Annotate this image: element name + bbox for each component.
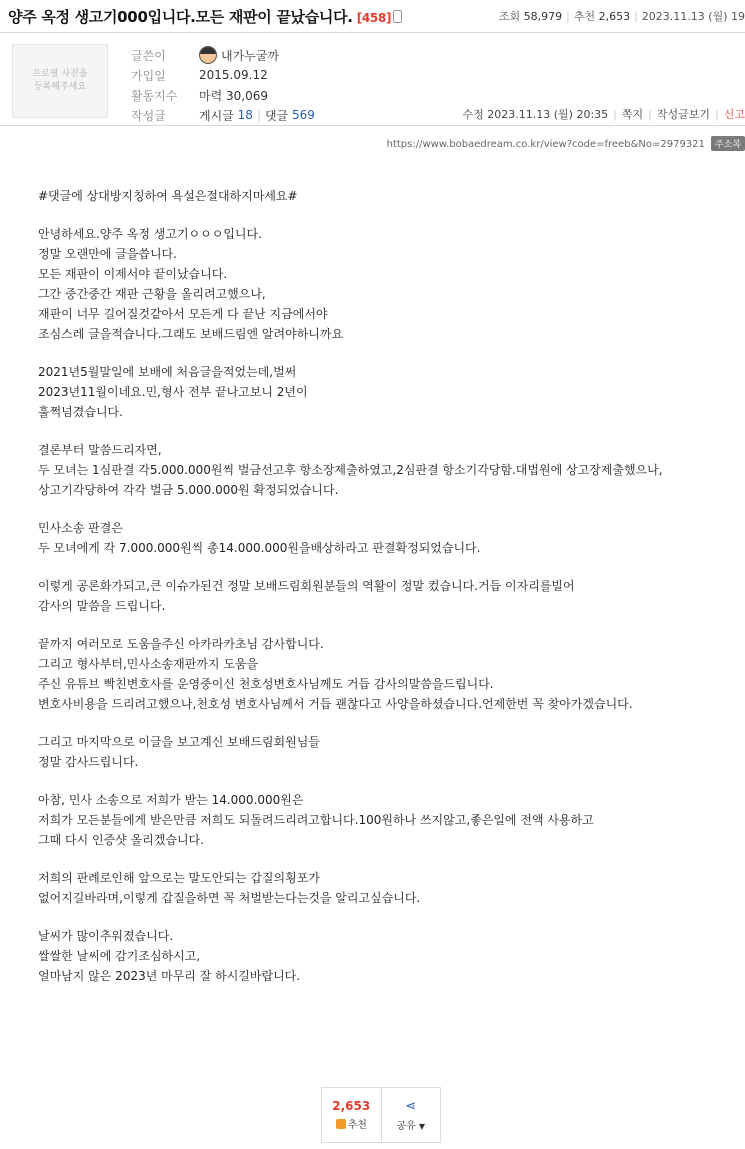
paragraph-gap [38, 772, 728, 790]
caret-down-icon: ▼ [418, 1121, 425, 1131]
thumbs-up-icon [336, 1119, 346, 1129]
content-line: 끝까지 여러모로 도움을주신 아카라카초님 감사합니다. [38, 637, 324, 651]
paragraph-gap [38, 344, 728, 362]
content-line: 결론부터 말씀드리자면, [38, 443, 162, 457]
views-count: 58,979 [523, 10, 563, 23]
content-line: 2021년5월말일에 보배에 처음글을적었는데,벌써 [38, 365, 297, 379]
content-line: 쌀쌀한 날씨에 감기조심하시고, [38, 949, 201, 963]
recommend-label: 추천 [573, 10, 596, 23]
activity-score: 마력 30,069 [199, 88, 268, 103]
content-line: 2023년11월이네요.민,형사 전부 끝나고보니 2년이 [38, 385, 308, 399]
content-line: 두 모녀에게 각 7.000.000원씩 총14.000.000원을배상하라고 판결확정되었습니다. [38, 541, 481, 555]
share-button-label: 공유 [396, 1120, 416, 1132]
paragraph-gap [38, 616, 728, 634]
post-title-text: 양주 옥정 생고기000입니다.모든 재판이 끝났습니다. [8, 8, 353, 26]
comment-count-link[interactable]: [458] [356, 11, 392, 25]
content-line: 주신 유튜브 빡친변호사를 운영중이신 천호성변호사님께도 거듭 감사의말씀을드립니다. [38, 677, 494, 691]
content-line: 그간 중간중간 재판 근황을 올리려고했으나, [38, 287, 266, 301]
edited-date: 수정 2023.11.13 (월) 20:35 [462, 108, 609, 121]
author-info: 글쓴이 내가누굴까 가입일 2015.09.12 활동지수 마력 30,069 작성글 게시글 18 | 댓글 569 [131, 45, 315, 125]
content-line: 상고기각당하여 각각 벌금 5.000.000원 확정되었습니다. [38, 483, 339, 497]
view-posts-link[interactable]: 작성글보기 [656, 108, 711, 121]
posts-text: 게시글 [199, 108, 234, 123]
content-line: 정말 오랜만에 글을씁니다. [38, 247, 177, 261]
recommend-button-count: 2,653 [332, 1099, 371, 1113]
copy-url-button[interactable]: 주소복 [711, 136, 745, 151]
post-url [387, 136, 745, 151]
post-header [0, 0, 745, 33]
paragraph-gap [38, 714, 728, 732]
content-line: 훌쩍넘겼습니다. [38, 405, 123, 419]
paragraph-gap [38, 558, 728, 576]
report-link[interactable]: 신고 [723, 108, 745, 121]
content-line: 감사의 말씀을 드립니다. [38, 599, 166, 613]
post-actions [321, 1087, 441, 1143]
posts-label: 작성글 [131, 108, 166, 123]
content-line: 변호사비용을 드리려고했으나,천호성 변호사님께서 거듭 괜찮다고 사양을하셨습니다.언제한번 꼭 찾아가겠습니다. [38, 697, 633, 711]
post-title [8, 6, 402, 27]
content-line: 그리고 형사부터,민사소송재판까지 도움을 [38, 657, 259, 671]
author-name[interactable]: 내가누굴까 [221, 48, 279, 63]
recommend-button-label: 추천 [347, 1120, 367, 1131]
content-line: 민사소송 판결은 [38, 521, 123, 535]
recommend-count: 2,653 [598, 10, 631, 23]
post-stats: 조회 58,979 | 추천 2,653 | 2023.11.13 (월) 19 [498, 10, 745, 23]
views-label: 조회 [498, 10, 521, 23]
paragraph-gap [38, 422, 728, 440]
paragraph-gap [38, 500, 728, 518]
content-line: 그리고 마지막으로 이글을 보고계신 보배드림회원님들 [38, 735, 320, 749]
content-line: 아참, 민사 소송으로 저희가 받는 14.000.000원은 [38, 793, 304, 807]
paragraph-gap [38, 206, 728, 224]
content-line: #댓글에 상대방지칭하여 욕설은절대하지마세요# [38, 189, 298, 203]
content-line: 얼마남지 않은 2023년 마무리 잘 하시길바랍니다. [38, 969, 301, 983]
content-line: 재판이 너무 길어질것같아서 모든게 다 끝난 지금에서야 [38, 307, 328, 321]
share-button[interactable] [381, 1088, 441, 1142]
content-line: 안녕하세요.양주 옥정 생고기ㅇㅇㅇ입니다. [38, 227, 262, 241]
posts-count-link[interactable]: 18 [237, 108, 253, 122]
author-label: 글쓴이 [131, 48, 166, 63]
content-line: 날씨가 많이추워졌습니다. [38, 929, 174, 943]
profile-photo-placeholder [12, 44, 108, 118]
content-line: 그때 다시 인증샷 올리겠습니다. [38, 833, 204, 847]
paragraph-gap [38, 850, 728, 868]
mobile-icon [393, 10, 402, 23]
content-line: 저희의 판례로인해 앞으로는 말도안되는 갑질의횡포가 [38, 871, 320, 885]
post-body [38, 186, 728, 986]
post-date: 2023.11.13 (월) 19 [641, 10, 745, 23]
photo-text-2: 등록해주세요 [33, 82, 87, 92]
content-line: 두 모녀는 1심판결 각5.000.000원씩 벌금선고후 항소장제출하였고,2심판결 항소기각당함.대법원에 상고장제출했으나, [38, 463, 663, 477]
recommend-button[interactable] [322, 1088, 381, 1142]
avatar [199, 46, 217, 64]
joined-label: 가입일 [131, 68, 166, 83]
url-text: https://www.bobaedream.co.kr/view?code=freeb&No=2979321 [386, 139, 705, 150]
content-line: 모든 재판이 이제서야 끝이났습니다. [38, 267, 228, 281]
paragraph-gap [38, 908, 728, 926]
photo-text-1: 프로필 사진을 [32, 69, 88, 79]
divider [0, 125, 745, 126]
activity-label: 활동지수 [131, 88, 178, 103]
content-line: 없어지길바라며,이렇게 갑질을하면 꼭 처벌받는다는것을 알리고싶습니다. [38, 891, 421, 905]
content-line: 이렇게 공론화가되고,큰 이슈가된건 정말 보배드림회원분들의 역활이 정말 컸습니다.거듭 이자리를빌어 [38, 579, 575, 593]
share-icon: ⋖ [405, 1098, 417, 1114]
joined-date: 2015.09.12 [199, 68, 268, 82]
content-line: 조심스레 글을적습니다.그래도 보배드림엔 알려야하니까요 [38, 327, 344, 341]
post-meta: 수정 2023.11.13 (월) 20:35 | 쪽지 | 작성글보기 | 신고 [462, 108, 745, 121]
comments-count-link[interactable]: 569 [291, 108, 315, 122]
content-line: 정말 감사드립니다. [38, 755, 139, 769]
content-line: 저희가 모든분들에게 받은만큼 저희도 되돌려드리려고합니다.100원하나 쓰지않고,좋은일에 전액 사용하고 [38, 813, 594, 827]
comments-text: 댓글 [264, 108, 289, 123]
note-link[interactable]: 쪽지 [621, 108, 644, 121]
